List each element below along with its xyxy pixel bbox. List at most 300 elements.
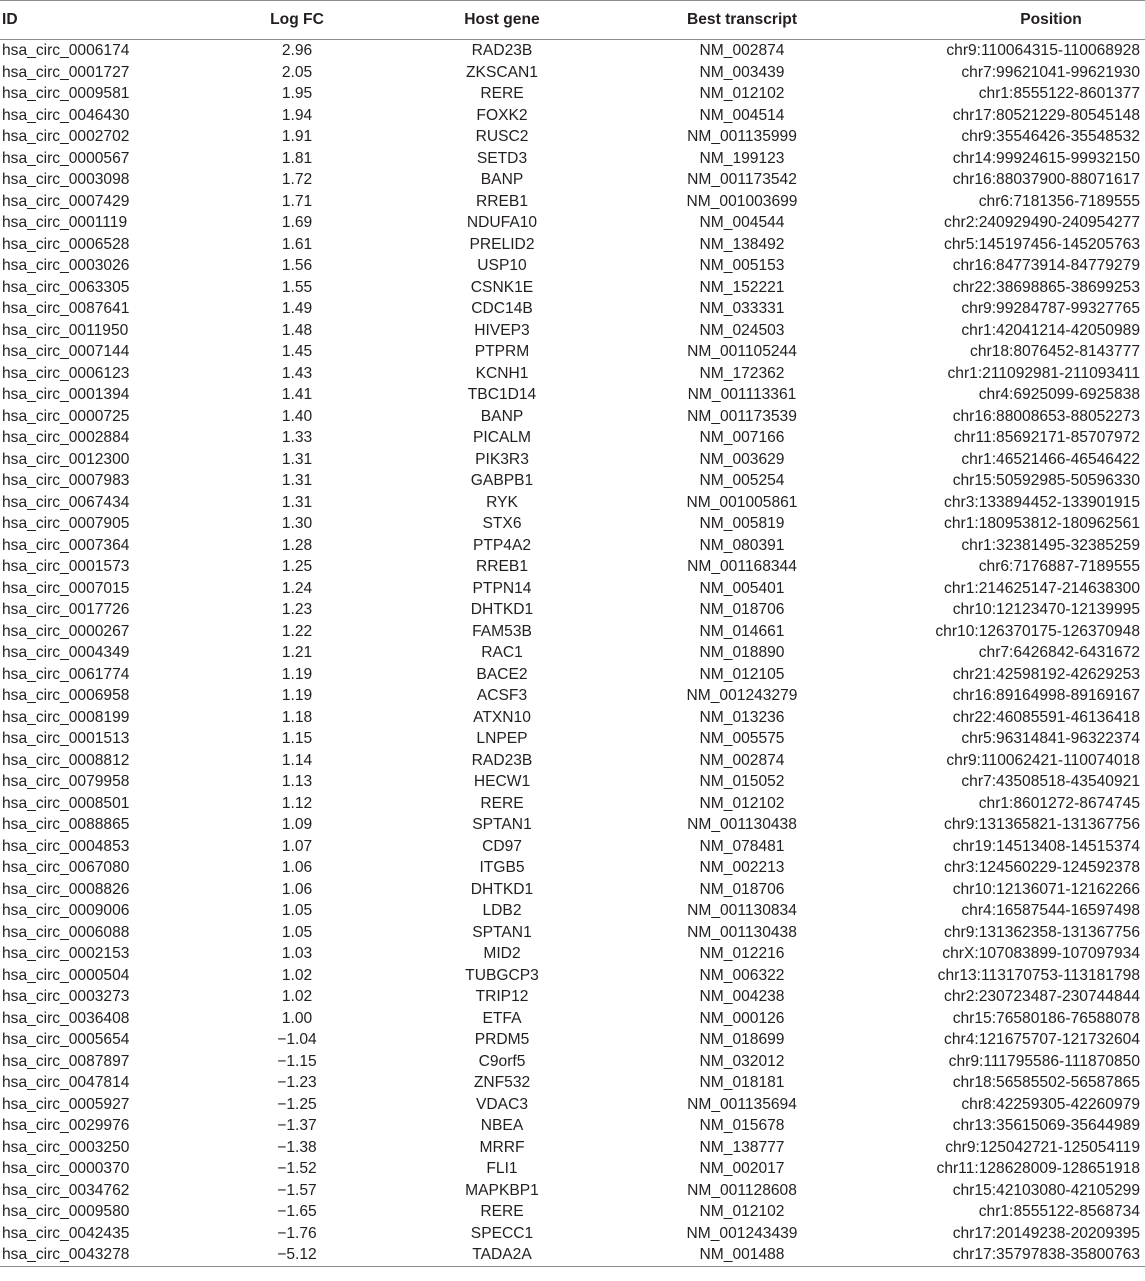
- cell-log-fc: −5.12: [202, 1244, 392, 1266]
- cell-best-transcript: NM_018181: [699, 1074, 785, 1091]
- table-row: [0, 148, 1145, 170]
- cell-log-fc: 1.02: [281, 966, 313, 984]
- cell-host-gene: NBEA: [480, 1117, 524, 1134]
- cell-log-fc: 1.05: [281, 923, 313, 941]
- cell-position: chr13:113170753-113181798: [937, 966, 1140, 984]
- cell-id: hsa_circ_0079958: [2, 773, 130, 790]
- cell-position: chr7:43508518-43540921: [961, 773, 1140, 790]
- cell-position: chrX:107083899-107097934: [942, 945, 1140, 962]
- cell-position: chr4:16587544-16597498: [961, 902, 1140, 919]
- table-row: [0, 320, 1145, 342]
- table-row: [0, 900, 1145, 922]
- table-row: [0, 642, 1145, 664]
- cell-position: chr9:110062421-110074018: [946, 751, 1140, 769]
- cell-best-transcript: NM_002874: [699, 42, 785, 59]
- cell-best-transcript: NM_001173542: [687, 171, 797, 188]
- cell-position: chr18:8076452-8143777: [970, 343, 1140, 360]
- cell-log-fc: 1.06: [281, 880, 313, 898]
- cell-position: chr9:131362358-131367756: [944, 923, 1140, 941]
- cell-best-transcript: NM_001130438: [687, 923, 797, 941]
- cell-position: chr15:76580186-76588078: [952, 1009, 1140, 1027]
- table-row: [0, 965, 1145, 987]
- header-best-transcript: Best transcript: [612, 1, 872, 40]
- cell-id: hsa_circ_0001573: [2, 558, 130, 575]
- cell-position: chr1:211092981-211093411: [947, 364, 1140, 382]
- cell-best-transcript: NM_138492: [699, 235, 785, 253]
- table-row: [0, 728, 1145, 750]
- cell-position: chr2:240929490-240954277: [944, 214, 1140, 231]
- cell-position: chr22:38698865-38699253: [952, 278, 1140, 296]
- cell-id: hsa_circ_0000567: [2, 149, 130, 167]
- cell-best-transcript: NM_018706: [699, 601, 785, 618]
- cell-log-fc: 1.91: [281, 128, 313, 145]
- cell-log-fc: 1.33: [281, 429, 313, 446]
- cell-position: chr3:124560229-124592378: [944, 859, 1140, 876]
- cell-position: chr7:99621041-99621930: [961, 63, 1140, 81]
- cell-host-gene: CSNK1E: [470, 278, 534, 296]
- cell-id: hsa_circ_0002153: [2, 945, 130, 962]
- cell-log-fc: 1.94: [281, 106, 313, 124]
- cell-host-gene: MRRF: [479, 1138, 525, 1156]
- table-row: [0, 298, 1145, 320]
- table-row: [0, 1029, 1145, 1051]
- cell-best-transcript: NM_005575: [699, 730, 785, 747]
- cell-log-fc: 1.45: [281, 343, 313, 360]
- cell-host-gene: PICALM: [472, 429, 532, 446]
- cell-host-gene: BANP: [480, 171, 524, 188]
- cell-id: hsa_circ_0003273: [2, 988, 130, 1005]
- cell-id: hsa_circ_0005927: [2, 1095, 130, 1113]
- cell-best-transcript: NM_152221: [699, 278, 785, 296]
- cell-best-transcript: NM_004514: [699, 106, 785, 124]
- cell-id: hsa_circ_0006528: [2, 235, 130, 253]
- cell-position: chr22:46085591-46136418: [952, 708, 1140, 726]
- table-row: [0, 943, 1145, 965]
- cell-best-transcript: NM_002017: [699, 1160, 785, 1177]
- cell-best-transcript: NM_012102: [699, 1203, 785, 1220]
- cell-position: chr1:8555122-8568734: [978, 1203, 1140, 1220]
- cell-host-gene: ACSF3: [476, 687, 528, 704]
- cell-log-fc: 1.06: [281, 859, 313, 876]
- cell-host-gene: ZNF532: [473, 1074, 531, 1091]
- cell-host-gene: VDAC3: [476, 1095, 528, 1113]
- cell-host-gene: ETFA: [482, 1009, 522, 1027]
- cell-best-transcript: NM_012102: [699, 85, 785, 102]
- cell-id: hsa_circ_0008501: [2, 794, 130, 812]
- header-id: ID: [0, 1, 202, 40]
- cell-best-transcript: NM_000126: [699, 1009, 785, 1027]
- cell-log-fc: 1.71: [281, 192, 313, 210]
- table-row: [0, 621, 1145, 643]
- cell-host-gene: HIVEP3: [474, 321, 530, 339]
- cell-position: chr1:8601272-8674745: [978, 794, 1140, 812]
- table-row: [0, 1051, 1145, 1073]
- cell-id: hsa_circ_0006958: [2, 687, 130, 704]
- cell-best-transcript: NM_003439: [699, 63, 785, 81]
- cell-log-fc: 1.03: [281, 945, 313, 962]
- cell-position: chr6:7181356-7189555: [978, 192, 1140, 210]
- cell-id: hsa_circ_0008812: [2, 751, 130, 769]
- cell-best-transcript: NM_005819: [699, 515, 785, 532]
- cell-id: hsa_circ_0006088: [2, 923, 130, 941]
- cell-position: chr19:14513408-14515374: [952, 837, 1140, 855]
- table-row: [0, 492, 1145, 514]
- cell-best-transcript: NM_001488: [612, 1244, 872, 1266]
- cell-position: chr1:214625147-214638300: [944, 579, 1140, 597]
- cell-best-transcript: NM_002874: [699, 751, 785, 769]
- cell-position: chr5:145197456-145205763: [944, 235, 1140, 253]
- cell-host-gene: PIK3R3: [475, 450, 529, 468]
- cell-host-gene: RYK: [486, 493, 518, 511]
- cell-log-fc: 1.14: [281, 751, 313, 769]
- cell-host-gene: MAPKBP1: [465, 1181, 539, 1199]
- cell-host-gene: USP10: [477, 257, 527, 274]
- table-row: [0, 879, 1145, 901]
- header-log-fc: Log FC: [202, 1, 392, 40]
- cell-host-gene: RREB1: [476, 192, 528, 210]
- cell-id: hsa_circ_0043278: [0, 1244, 202, 1266]
- table-row: [0, 40, 1145, 62]
- cell-log-fc: −1.15: [277, 1052, 317, 1070]
- cell-host-gene: CD97: [482, 837, 522, 855]
- cell-id: hsa_circ_0003026: [2, 257, 130, 274]
- cell-position: chr10:126370175-126370948: [935, 622, 1140, 640]
- table-row: [0, 771, 1145, 793]
- cell-best-transcript: NM_001113361: [687, 386, 797, 403]
- cell-host-gene: HECW1: [473, 773, 531, 790]
- cell-host-gene: C9orf5: [478, 1052, 526, 1070]
- cell-position: chr15:42103080-42105299: [952, 1181, 1140, 1199]
- cell-id: hsa_circ_0007015: [2, 579, 130, 597]
- cell-log-fc: 1.24: [281, 579, 313, 597]
- cell-host-gene: TRIP12: [475, 988, 529, 1005]
- cell-host-gene: RAD23B: [471, 751, 533, 769]
- cell-id: hsa_circ_0002884: [2, 429, 130, 446]
- header-row: [0, 1, 1145, 40]
- table-row: [0, 664, 1145, 686]
- cell-id: hsa_circ_0000725: [2, 407, 130, 425]
- cell-host-gene: ZKSCAN1: [466, 63, 538, 81]
- cell-best-transcript: NM_001003699: [686, 192, 798, 210]
- cell-id: hsa_circ_0007144: [2, 343, 130, 360]
- table-row: [0, 191, 1145, 213]
- cell-id: hsa_circ_0009581: [2, 85, 130, 102]
- table-row: [0, 1094, 1145, 1116]
- cell-best-transcript: NM_004544: [699, 214, 785, 231]
- cell-log-fc: 1.72: [281, 171, 313, 188]
- table-row: [0, 255, 1145, 277]
- cell-best-transcript: NM_138777: [699, 1138, 785, 1156]
- cell-log-fc: −1.76: [277, 1224, 317, 1242]
- cell-host-gene: LNPEP: [476, 730, 528, 747]
- cell-id: hsa_circ_0003250: [2, 1138, 130, 1156]
- cell-log-fc: 1.12: [281, 794, 313, 812]
- cell-position: chr17:35797838-35800763: [872, 1244, 1145, 1266]
- cell-best-transcript: NM_001005861: [686, 493, 798, 511]
- cell-position: chr9:99284787-99327765: [961, 300, 1140, 317]
- cell-position: chr9:111795586-111870850: [948, 1052, 1140, 1070]
- cell-log-fc: 1.15: [281, 730, 313, 747]
- cell-id: hsa_circ_0042435: [2, 1224, 130, 1242]
- table-row: [0, 1137, 1145, 1159]
- table-row: [0, 599, 1145, 621]
- cell-log-fc: 1.13: [281, 773, 313, 790]
- cell-log-fc: 1.28: [281, 536, 313, 554]
- table-row: [0, 1072, 1145, 1094]
- cell-id: hsa_circ_0011950: [2, 321, 129, 339]
- cell-id: hsa_circ_0008826: [2, 880, 130, 898]
- table-row: [0, 750, 1145, 772]
- cell-log-fc: 1.48: [281, 321, 313, 339]
- cell-id: hsa_circ_0004349: [2, 644, 130, 661]
- cell-best-transcript: NM_001105244: [687, 343, 797, 360]
- table-row: [0, 212, 1145, 234]
- cell-position: chr16:88008653-88052273: [952, 407, 1140, 425]
- cell-best-transcript: NM_005401: [699, 579, 785, 597]
- table-row: [0, 470, 1145, 492]
- cell-host-gene: RERE: [480, 85, 524, 102]
- table-header: [0, 1, 1145, 40]
- cell-host-gene: FAM53B: [472, 622, 532, 640]
- cell-position: chr7:6426842-6431672: [978, 644, 1140, 661]
- cell-id: hsa_circ_0007429: [2, 192, 130, 210]
- cell-log-fc: 1.31: [281, 450, 313, 468]
- cell-host-gene: RREB1: [476, 558, 528, 575]
- cell-host-gene: TUBGCP3: [465, 966, 539, 984]
- cell-best-transcript: NM_033331: [699, 300, 785, 317]
- cell-best-transcript: NM_001130438: [687, 816, 797, 833]
- table-row: [0, 836, 1145, 858]
- cell-best-transcript: NM_018890: [699, 644, 785, 661]
- cell-host-gene: PTPN14: [472, 579, 532, 597]
- cell-id: hsa_circ_0004853: [2, 837, 130, 855]
- cell-best-transcript: NM_001135694: [687, 1095, 797, 1113]
- cell-host-gene: PTPRM: [474, 343, 530, 360]
- cell-host-gene: NDUFA10: [466, 214, 538, 231]
- table-row: [0, 707, 1145, 729]
- table-row: [0, 105, 1145, 127]
- cell-log-fc: 1.56: [281, 257, 313, 274]
- cell-log-fc: 1.61: [281, 235, 313, 253]
- cell-position: chr1:8555122-8601377: [978, 85, 1140, 102]
- cell-id: hsa_circ_0007905: [2, 515, 130, 532]
- cell-position: chr1:42041214-42050989: [961, 321, 1140, 339]
- cell-position: chr6:7176887-7189555: [978, 558, 1140, 575]
- table-row: [0, 62, 1145, 84]
- cell-id: hsa_circ_0047814: [2, 1074, 130, 1091]
- cell-id: hsa_circ_0007983: [2, 472, 130, 489]
- cell-position: chr4:6925099-6925838: [978, 386, 1140, 403]
- cell-position: chr1:32381495-32385259: [961, 536, 1140, 554]
- cell-best-transcript: NM_001135999: [687, 128, 797, 145]
- table-row: [0, 277, 1145, 299]
- cell-log-fc: 1.09: [281, 816, 313, 833]
- table-row: [0, 234, 1145, 256]
- cell-best-transcript: NM_015678: [699, 1117, 785, 1134]
- cell-position: chr8:42259305-42260979: [961, 1095, 1140, 1113]
- cell-position: chr2:230723487-230744844: [944, 988, 1140, 1005]
- table-row: [0, 986, 1145, 1008]
- cell-position: chr9:35546426-35548532: [961, 128, 1140, 145]
- cell-position: chr21:42598192-42629253: [952, 665, 1140, 683]
- cell-position: chr18:56585502-56587865: [952, 1074, 1140, 1091]
- cell-best-transcript: NM_005254: [699, 472, 785, 489]
- cell-log-fc: −1.65: [277, 1203, 317, 1220]
- cell-position: chr17:20149238-20209395: [952, 1224, 1140, 1242]
- table-row: [0, 922, 1145, 944]
- cell-id: hsa_circ_0063305: [2, 278, 130, 296]
- cell-position: chr16:84773914-84779279: [952, 257, 1140, 274]
- cell-best-transcript: NM_018706: [699, 880, 785, 898]
- cell-host-gene: LDB2: [482, 902, 522, 919]
- cell-host-gene: PRELID2: [469, 235, 535, 253]
- table-row: [0, 814, 1145, 836]
- cell-best-transcript: NM_172362: [699, 364, 785, 382]
- cell-log-fc: 1.05: [281, 902, 313, 919]
- cell-position: chr1:180953812-180962561: [944, 515, 1140, 532]
- cell-host-gene: RUSC2: [475, 128, 529, 145]
- cell-best-transcript: NM_013236: [699, 708, 785, 726]
- cell-best-transcript: NM_004238: [699, 988, 785, 1005]
- table-row: [0, 556, 1145, 578]
- cell-position: chr4:121675707-121732604: [944, 1031, 1140, 1048]
- cell-host-gene: CDC14B: [471, 300, 533, 317]
- cell-log-fc: 1.55: [281, 278, 313, 296]
- cell-best-transcript: NM_001243439: [686, 1224, 798, 1242]
- cell-log-fc: 1.18: [281, 708, 313, 726]
- cell-id: hsa_circ_0000370: [2, 1160, 130, 1177]
- cell-log-fc: −1.57: [277, 1181, 317, 1199]
- cell-position: chr17:80521229-80545148: [952, 106, 1140, 124]
- cell-position: chr9:131365821-131367756: [944, 816, 1140, 833]
- cell-host-gene: DHTKD1: [470, 880, 534, 898]
- cell-log-fc: 1.25: [281, 558, 313, 575]
- cell-host-gene: BACE2: [476, 665, 528, 683]
- table-row: [0, 535, 1145, 557]
- cell-id: hsa_circ_0001119: [2, 214, 128, 231]
- cell-log-fc: 1.22: [281, 622, 313, 640]
- cell-log-fc: 1.43: [281, 364, 313, 382]
- cell-host-gene: RAD23B: [471, 42, 533, 59]
- cell-id: hsa_circ_0000267: [2, 622, 130, 640]
- cell-log-fc: −1.52: [277, 1160, 317, 1177]
- cell-log-fc: 1.95: [281, 85, 313, 102]
- table-row: [0, 363, 1145, 385]
- cell-host-gene: ITGB5: [479, 859, 525, 876]
- table-body: [0, 40, 1145, 1267]
- cell-log-fc: 1.30: [281, 515, 313, 532]
- cell-position: chr11:128628009-128651918: [936, 1160, 1140, 1177]
- table-row: [0, 1201, 1145, 1223]
- cell-id: hsa_circ_0006123: [2, 364, 130, 382]
- cell-host-gene: SPTAN1: [472, 816, 532, 833]
- cell-log-fc: 1.31: [281, 493, 313, 511]
- cell-host-gene: ATXN10: [473, 708, 531, 726]
- cell-host-gene: RERE: [480, 1203, 524, 1220]
- cell-id: hsa_circ_0008199: [2, 708, 130, 726]
- cell-id: hsa_circ_0067080: [2, 859, 130, 876]
- table-row: [0, 427, 1145, 449]
- cell-host-gene: STX6: [482, 515, 522, 532]
- cell-best-transcript: NM_003629: [699, 450, 785, 468]
- cell-log-fc: 1.69: [281, 214, 313, 231]
- table-row: [0, 1158, 1145, 1180]
- cell-host-gene: KCNH1: [475, 364, 529, 382]
- cell-id: hsa_circ_0007364: [2, 536, 130, 554]
- cell-best-transcript: NM_006322: [699, 966, 785, 984]
- cell-host-gene: SPTAN1: [472, 923, 532, 941]
- cell-id: hsa_circ_0029976: [2, 1117, 130, 1134]
- cell-id: hsa_circ_0088865: [2, 816, 130, 833]
- cell-position: chr10:12123470-12139995: [952, 601, 1140, 618]
- cell-host-gene: TBC1D14: [467, 386, 537, 403]
- cell-best-transcript: NM_012105: [699, 665, 785, 683]
- cell-best-transcript: NM_015052: [699, 773, 785, 790]
- cell-best-transcript: NM_001128608: [687, 1181, 797, 1199]
- cell-log-fc: 1.81: [281, 149, 313, 167]
- cell-position: chr9:110064315-110068928: [946, 42, 1140, 59]
- table-row: [0, 513, 1145, 535]
- cell-id: hsa_circ_0002702: [2, 128, 130, 145]
- cell-log-fc: 1.41: [281, 386, 313, 403]
- cell-best-transcript: NM_199123: [699, 149, 785, 167]
- cell-log-fc: −1.25: [277, 1095, 317, 1113]
- cell-position: chr11:85692171-85707972: [953, 429, 1140, 446]
- cell-best-transcript: NM_078481: [699, 837, 785, 855]
- cell-position: chr10:12136071-12162266: [952, 880, 1140, 898]
- header-position: Position: [872, 1, 1145, 40]
- cell-host-gene: SETD3: [476, 149, 528, 167]
- table-row: [0, 1180, 1145, 1202]
- header-host-gene: Host gene: [392, 1, 612, 40]
- cell-id: hsa_circ_0046430: [2, 106, 130, 124]
- cell-host-gene: PTP4A2: [472, 536, 532, 554]
- cell-log-fc: −1.37: [277, 1117, 317, 1134]
- cell-id: hsa_circ_0009580: [2, 1203, 130, 1220]
- table-row: [0, 341, 1145, 363]
- cell-host-gene: TADA2A: [392, 1244, 612, 1266]
- cell-id: hsa_circ_0012300: [2, 450, 130, 468]
- cell-id: hsa_circ_0061774: [2, 665, 130, 683]
- cell-id: hsa_circ_0001394: [2, 386, 130, 403]
- cell-log-fc: 1.19: [281, 687, 313, 704]
- cell-best-transcript: NM_012216: [699, 945, 785, 962]
- cell-log-fc: 1.40: [281, 407, 313, 425]
- cell-log-fc: 1.07: [281, 837, 313, 855]
- cell-log-fc: −1.23: [277, 1074, 317, 1091]
- cell-position: chr5:96314841-96322374: [961, 730, 1140, 747]
- cell-best-transcript: NM_007166: [699, 429, 785, 446]
- table-row: [0, 384, 1145, 406]
- cell-host-gene: FOXK2: [476, 106, 528, 124]
- cell-host-gene: RAC1: [481, 644, 523, 661]
- table-row: [0, 1223, 1145, 1245]
- cell-position: chr16:89164998-89169167: [952, 687, 1140, 704]
- cell-log-fc: 1.49: [281, 300, 313, 317]
- cell-position: chr13:35615069-35644989: [952, 1117, 1140, 1134]
- cell-position: chr14:99924615-99932150: [952, 149, 1140, 167]
- cell-best-transcript: NM_024503: [699, 321, 785, 339]
- cell-best-transcript: NM_080391: [699, 536, 785, 554]
- cell-id: hsa_circ_0001513: [2, 730, 130, 747]
- cell-id: hsa_circ_0000504: [2, 966, 130, 984]
- cell-position: chr3:133894452-133901915: [944, 493, 1140, 511]
- cell-host-gene: FLI1: [486, 1160, 518, 1177]
- cell-host-gene: PRDM5: [474, 1031, 530, 1048]
- cell-host-gene: RERE: [480, 794, 524, 812]
- cell-best-transcript: NM_018699: [699, 1031, 785, 1048]
- cell-log-fc: 1.02: [281, 988, 313, 1005]
